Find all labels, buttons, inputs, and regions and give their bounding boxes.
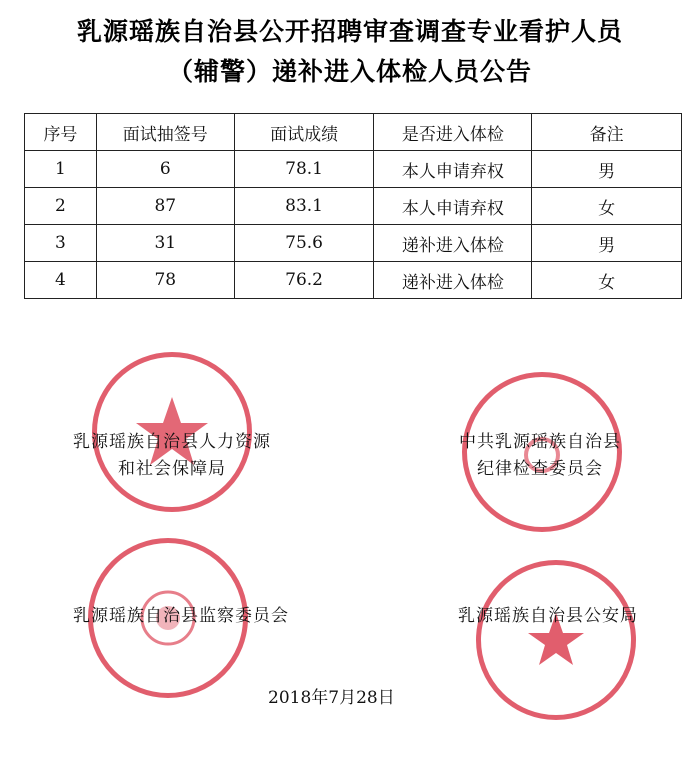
table-cell: 女 — [532, 262, 682, 299]
result-table — [24, 113, 682, 299]
table-cell: 递补进入体检 — [374, 225, 532, 262]
table-cell: 本人申请弃权 — [374, 188, 532, 225]
org-public-security-bureau: 乳源瑶族自治县公安局 — [458, 606, 638, 626]
table-row — [25, 225, 682, 262]
table-cell: 2 — [25, 188, 97, 225]
table-cell: 递补进入体检 — [374, 262, 532, 299]
table-cell: 78 — [96, 262, 234, 299]
org-discipline-commission-line1: 中共乳源瑶族自治县 — [459, 432, 621, 452]
table-row — [25, 188, 682, 225]
table-cell: 本人申请弃权 — [374, 151, 532, 188]
table-cell: 4 — [25, 262, 97, 299]
document-title-line2: （辅警）递补进入体检人员公告 — [167, 57, 532, 86]
discipline-commission-seal — [462, 372, 622, 532]
public-security-seal — [476, 560, 636, 720]
header-cell: 备注 — [532, 114, 682, 151]
table-cell: 男 — [532, 225, 682, 262]
table-header-row — [25, 114, 682, 151]
org-hr-bureau-line1: 乳源瑶族自治县人力资源 — [73, 432, 271, 452]
header-cell: 面试成绩 — [234, 114, 374, 151]
header-cell: 序号 — [25, 114, 97, 151]
org-hr-bureau-line2: 和社会保障局 — [118, 459, 226, 479]
table-row — [25, 262, 682, 299]
table-cell: 1 — [25, 151, 97, 188]
table-cell: 男 — [532, 151, 682, 188]
table-row — [25, 151, 682, 188]
table-cell: 女 — [532, 188, 682, 225]
table-cell: 6 — [96, 151, 234, 188]
org-discipline-commission-line2: 纪律检查委员会 — [477, 459, 603, 479]
header-cell: 面试抽签号 — [96, 114, 234, 151]
org-supervision-commission: 乳源瑶族自治县监察委员会 — [73, 606, 289, 626]
table-cell: 83.1 — [234, 188, 374, 225]
table-cell: 76.2 — [234, 262, 374, 299]
document-date: 2018年7月28日 — [268, 688, 395, 708]
document-title-line1: 乳源瑶族自治县公开招聘审查调查专业看护人员 — [76, 17, 623, 46]
table-cell: 78.1 — [234, 151, 374, 188]
header-cell: 是否进入体检 — [374, 114, 532, 151]
table-cell: 87 — [96, 188, 234, 225]
table-cell: 75.6 — [234, 225, 374, 262]
star-icon — [481, 565, 631, 715]
party-emblem-icon — [467, 377, 617, 527]
table-cell: 31 — [96, 225, 234, 262]
table-cell: 3 — [25, 225, 97, 262]
